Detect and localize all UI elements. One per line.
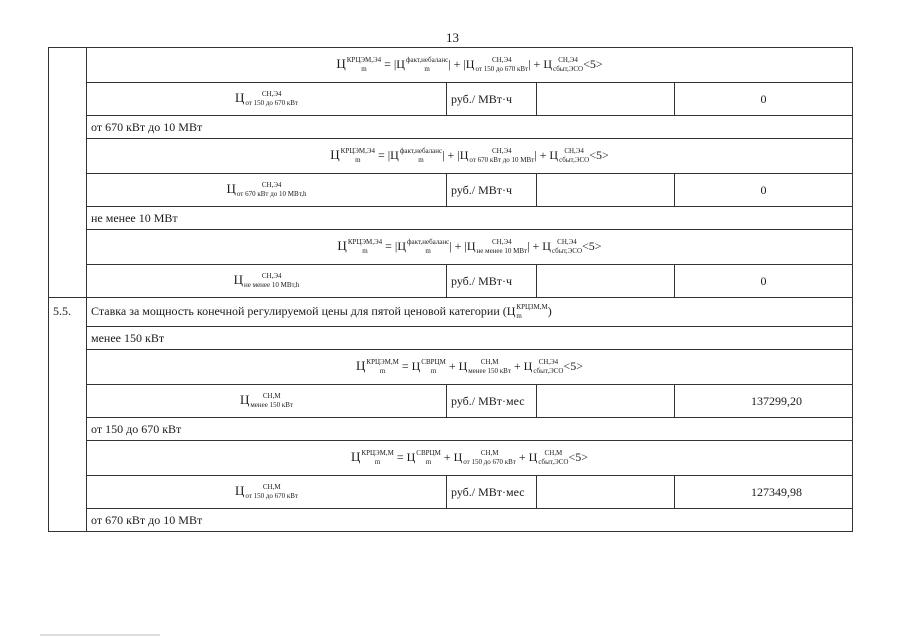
formula-row: Ц КРЦЭМ,М m = Ц СВРЦМ m + Ц СН,М от 150 до 670 кВт + Ц СН,М сбыт,ЭСО <5> [87,441,853,476]
table-row [49,476,853,509]
table-row [49,174,853,207]
variable-cell: Ц СН,М менее 150 кВт [87,385,447,418]
table-row [49,441,853,476]
unit-cell: руб./ МВт·мес [447,385,537,418]
empty-cell [537,83,675,116]
table-row [49,230,853,265]
formula-row: Ц КРЦЭМ,М m = Ц СВРЦМ m + Ц СН,М менее 150 кВт + Ц СН,Э4 сбыт,ЭСО <5> [87,350,853,385]
table-row [49,350,853,385]
table-row [49,139,853,174]
value-cell: 0 [675,174,853,207]
formula-row: Ц КРЦЭМ,Э4 m = |Ц факт,небаланс m | + |Ц СН,Э4 не менее 10 МВт | + Ц СН,Э4 сбыт,ЭСО <5> [87,230,853,265]
table-row [49,509,853,532]
table-row [49,327,853,350]
unit-cell: руб./ МВт·ч [447,265,537,298]
table-row [49,265,853,298]
section-heading: от 150 до 670 кВт [87,418,853,441]
table-row [49,385,853,418]
unit-cell: руб./ МВт·мес [447,476,537,509]
empty-cell [537,385,675,418]
table-row [49,48,853,83]
variable-cell: Ц СН,М от 150 до 670 кВт [87,476,447,509]
scan-artifact [40,634,160,636]
unit-cell: руб./ МВт·ч [447,83,537,116]
table-row [49,116,853,139]
value-cell: 0 [675,83,853,116]
value-cell: 137299,20 [675,385,853,418]
empty-cell [537,265,675,298]
table-row [49,207,853,230]
empty-cell [537,174,675,207]
section-heading: не менее 10 МВт [87,207,853,230]
section-heading: от 670 кВт до 10 МВт [87,509,853,532]
value-cell: 0 [675,265,853,298]
table-row [49,83,853,116]
unit-cell: руб./ МВт·ч [447,174,537,207]
page-number: 13 [446,30,459,45]
empty-cell [537,476,675,509]
variable-cell: Ц СН,Э4 от 670 кВт до 10 МВт,h [87,174,447,207]
formula-row: Ц КРЦЭМ,Э4 m = |Ц факт,небаланс m | + |Ц СН,Э4 от 150 до 670 кВт | + Ц СН,Э4 сбыт,ЭСО <5> [87,48,853,83]
value-cell: 127349,98 [675,476,853,509]
empty-number-cell [49,48,87,298]
tariff-table [48,47,853,532]
table-row [49,418,853,441]
table-row [49,298,853,327]
section-heading: от 670 кВт до 10 МВт [87,116,853,139]
section-number: 5.5. [49,298,87,532]
variable-cell: Ц СН,Э4 не менее 10 МВт,h [87,265,447,298]
formula-row: Ц КРЦЭМ,Э4 m = |Ц факт,небаланс m | + |Ц СН,Э4 от 670 кВт до 10 МВт | + Ц СН,Э4 сбыт,ЭСО <5> [87,139,853,174]
variable-cell: Ц СН,Э4 от 150 до 670 кВт [87,83,447,116]
section-heading: менее 150 кВт [87,327,853,350]
section-title: Ставка за мощность конечной регулируемой цены для пятой ценовой категории (Ц КРЦЗМ,М m ) [87,298,853,327]
